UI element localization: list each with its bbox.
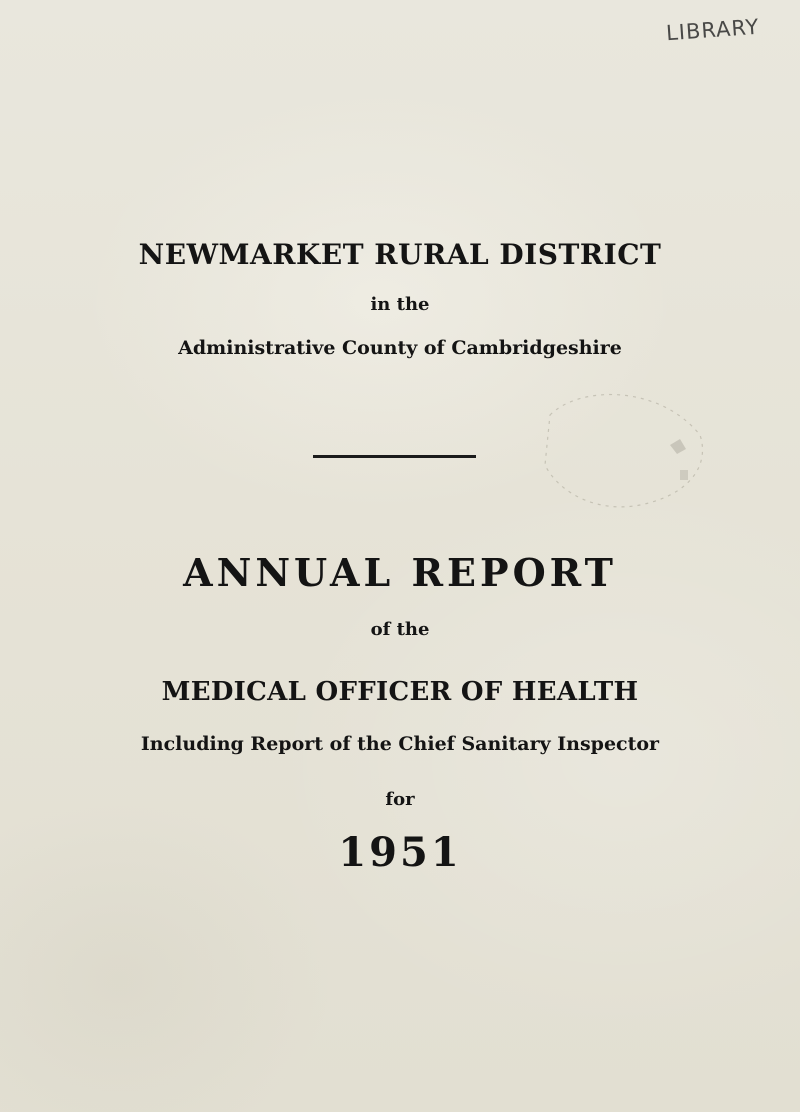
county-name: Administrative County of Cambridgeshire	[178, 337, 622, 359]
for-text: for	[385, 789, 415, 810]
of-the-text: of the	[370, 619, 430, 640]
faded-stamp-mark	[520, 375, 720, 525]
report-year: 1951	[338, 829, 462, 876]
library-stamp: LIBRARY	[665, 14, 761, 46]
in-the-text: in the	[370, 294, 430, 315]
district-title: NEWMARKET RURAL DISTRICT	[138, 238, 662, 271]
including-report-text: Including Report of the Chief Sanitary Inspector	[140, 733, 660, 755]
medical-officer-heading: MEDICAL OFFICER OF HEALTH	[161, 677, 639, 707]
annual-report-heading: ANNUAL REPORT	[183, 550, 617, 595]
divider-rule	[313, 455, 476, 458]
